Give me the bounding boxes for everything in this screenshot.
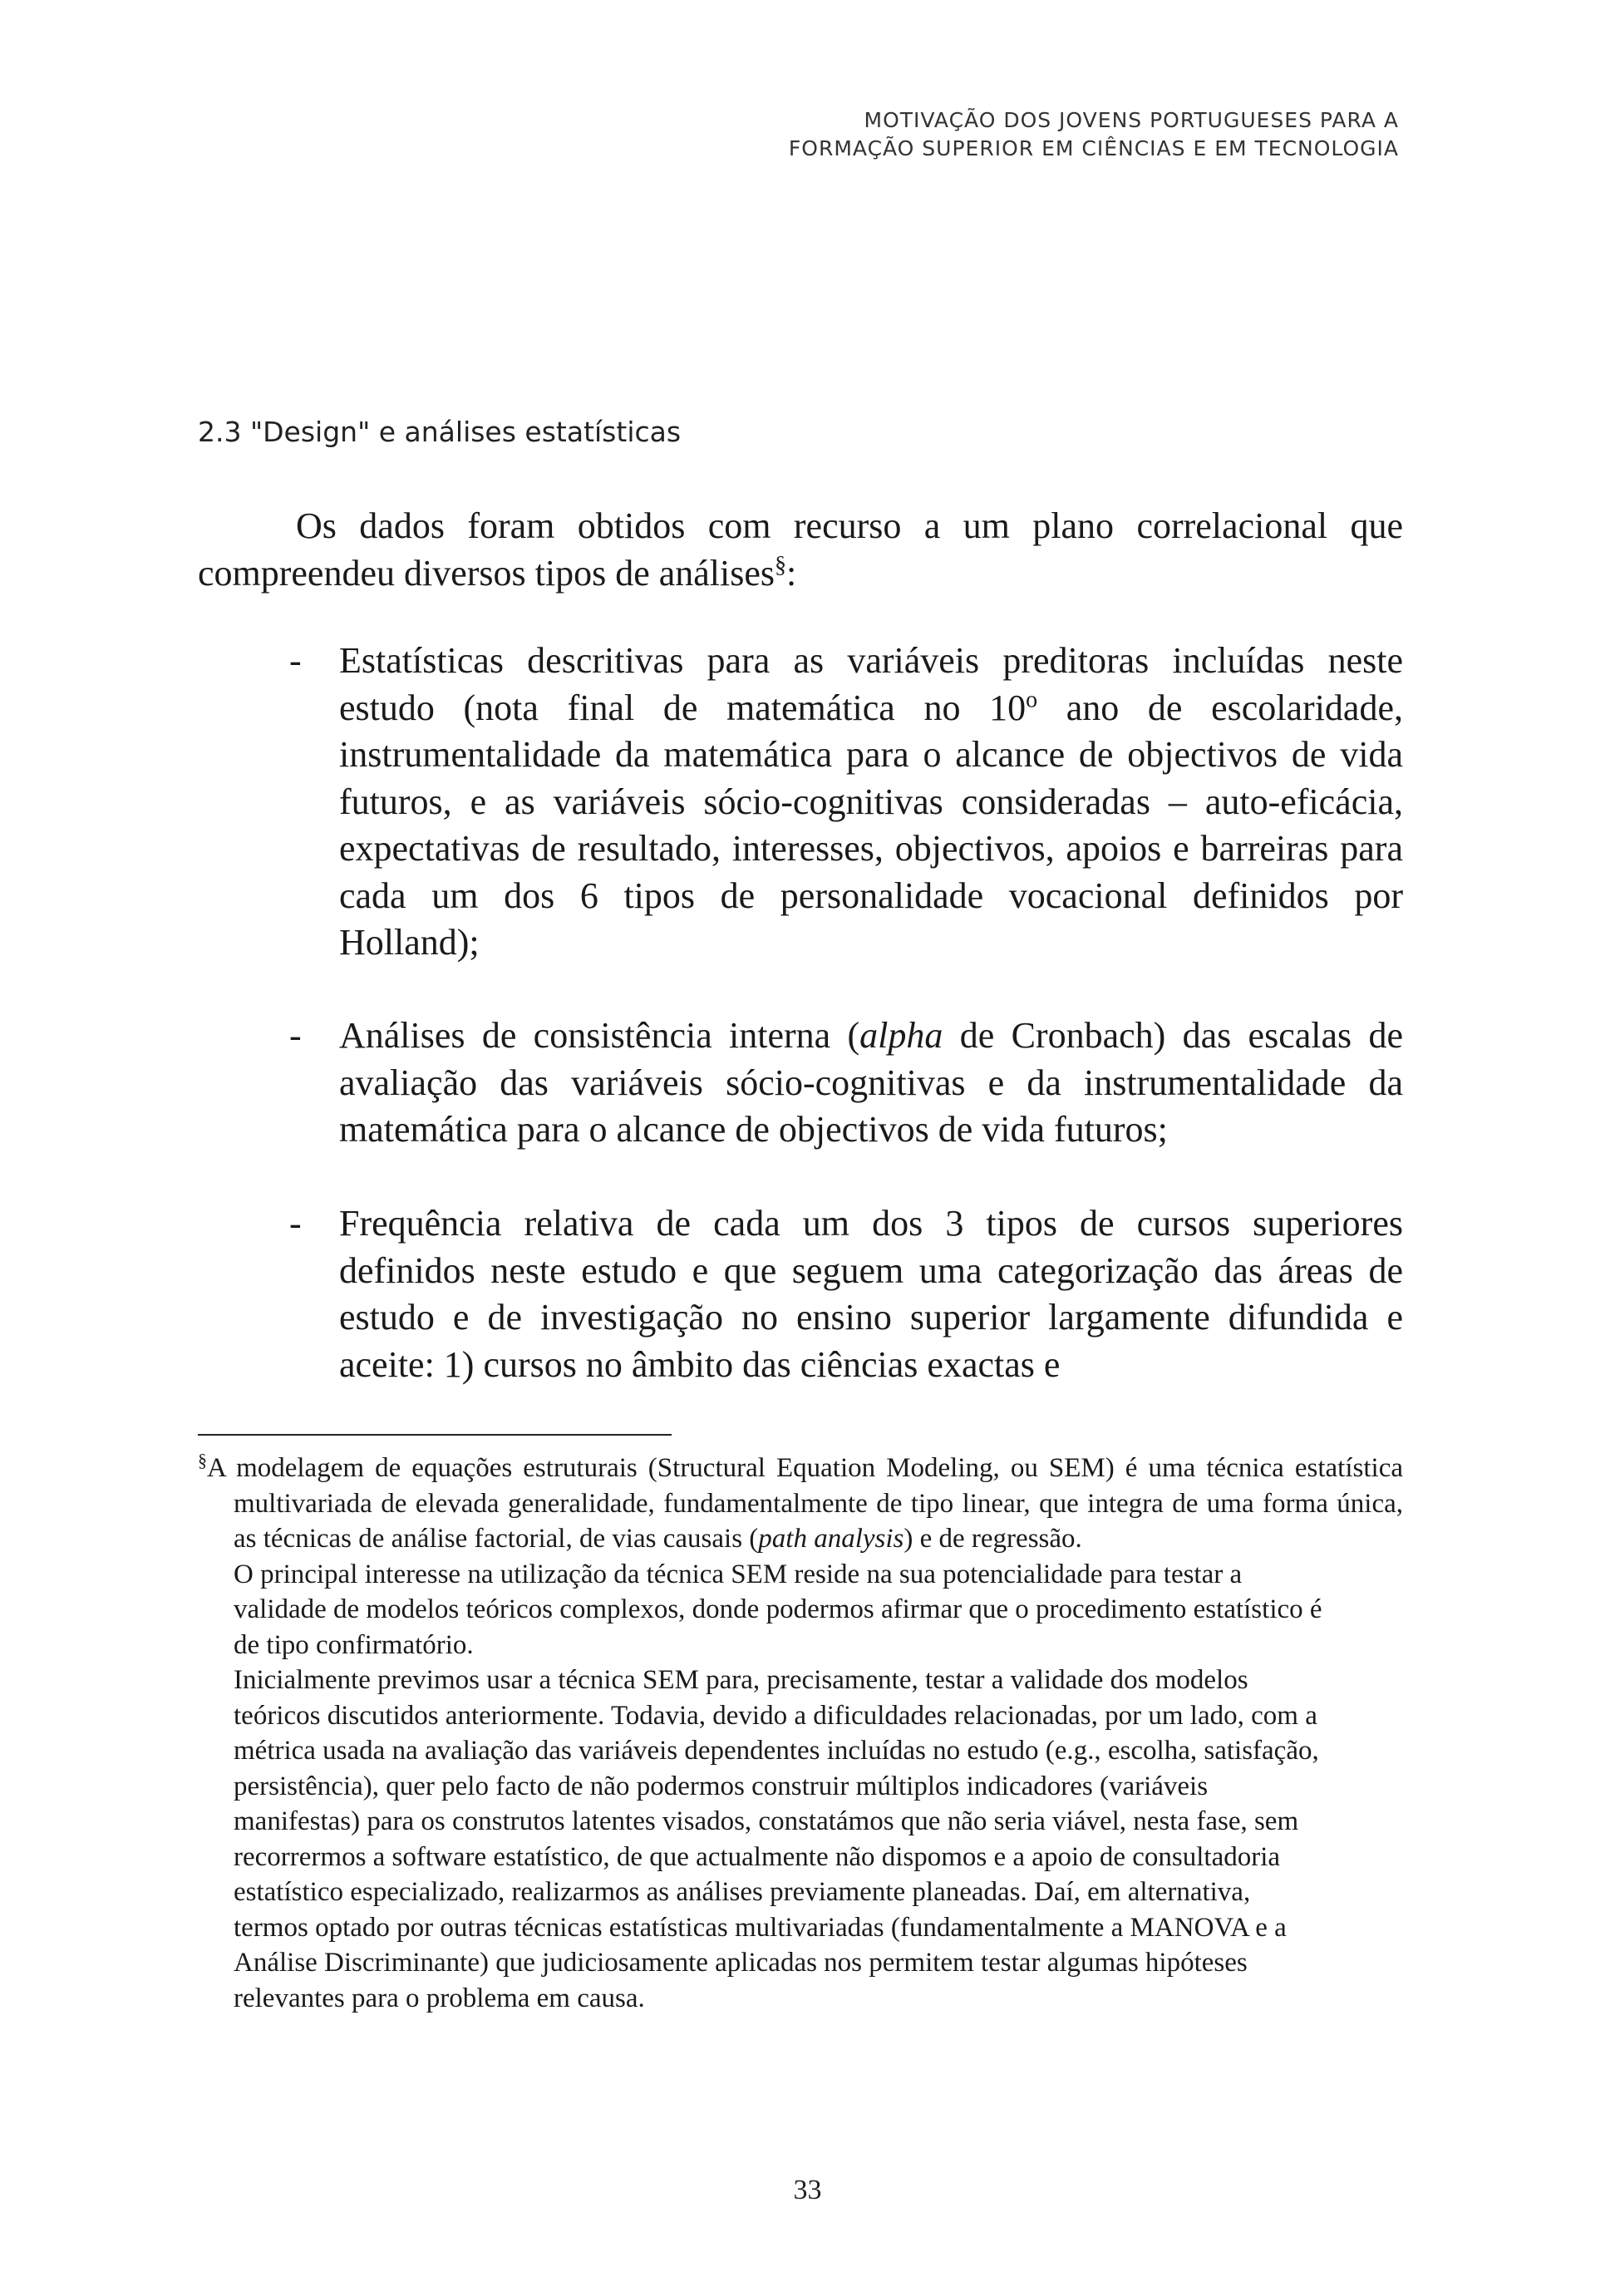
footnote-separator xyxy=(198,1434,672,1436)
bullet-text: Análises de consistência interna ( xyxy=(339,1015,860,1056)
bullet-dash: - xyxy=(289,1203,302,1244)
footnote-paragraph-2: O principal interesse na utilização da técnica SEM reside na sua potencialidade para testar a validade de modelos teóricos complexos, donde podermos afirmar que o procedimento estatístico é de tipo confirmatório. xyxy=(234,1559,1322,1660)
footnote-mark: § xyxy=(198,1450,207,1471)
footnote-text: A modelagem de equações estruturais (Structural Equation Modeling, ou SEM) é uma técnica estatística multivariada de elevada generalidade, fundamentalmente de tipo linear, que integra de uma forma única, as técnicas de análise factorial, de vias causais ( xyxy=(207,1453,1403,1554)
bullet-text-continued: de Cronbach) das escalas de avaliação das variáveis sócio-cognitivas e da instrumentalidade da matemática para o alcance de objectivos de vida futuros; xyxy=(339,1015,1403,1150)
running-header-line-1: MOTIVAÇÃO DOS JOVENS PORTUGUESES PARA A xyxy=(864,108,1399,132)
intro-text: Os dados foram obtidos com recurso a um plano correlacional que compreendeu diversos tipos de análises xyxy=(198,505,1403,594)
bullet-text: Frequência relativa de cada um dos 3 tipos de cursos superiores definidos neste estudo e que seguem uma categorização das áreas de estudo e de investigação no ensino superior largamente difundida e aceite: 1) cursos no âmbito das ciências exactas e xyxy=(339,1203,1403,1385)
running-header xyxy=(789,106,1399,163)
bullet-item-internal-consistency xyxy=(289,1013,1403,1154)
footnote-reference-mark: § xyxy=(775,551,787,578)
bullet-item-descriptive-statistics xyxy=(289,638,1403,967)
footnote-text-continued: ) e de regressão. xyxy=(904,1524,1082,1554)
footnote xyxy=(198,1451,1403,2016)
bullet-text: Estatísticas descritivas para as variáveis preditoras incluídas neste estudo (nota final de matemática no 10 xyxy=(339,640,1403,728)
footnote-paragraph-1 xyxy=(198,1451,1403,1557)
bullet-dash: - xyxy=(289,640,302,681)
ordinal-superscript: o xyxy=(1026,686,1038,712)
intro-tail: : xyxy=(786,552,797,594)
italic-term: alpha xyxy=(859,1015,943,1056)
intro-paragraph xyxy=(198,503,1403,597)
page-number: 33 xyxy=(793,2175,822,2205)
section-heading: 2.3 "Design" e análises estatísticas xyxy=(198,416,682,448)
bullet-item-relative-frequency xyxy=(289,1200,1403,1388)
bullet-text-continued: ano de escolaridade, instrumentalidade da matemática para o alcance de objectivos de vida futuros, e as variáveis sócio-cognitivas consideradas – auto-eficácia, expectativas de resultado, interesses, objectivos, apoios e barreiras para cada um dos 6 tipos de personalidade vocacional definidos por Holland); xyxy=(339,687,1403,963)
bullet-dash: - xyxy=(289,1015,302,1056)
running-header-line-2: FORMAÇÃO SUPERIOR EM CIÊNCIAS E EM TECNOLOGIA xyxy=(788,136,1399,160)
footnote-paragraph-3: Inicialmente previmos usar a técnica SEM para, precisamente, testar a validade dos modelos teóricos discutidos anteriormente. Todavia, devido a dificuldades relacionadas, por um lado, com a métrica usada na avaliação das variáveis dependentes incluídas no estudo (e.g., escolha, satisfação, persistência), quer pelo facto de não podermos construir múltiplos indicadores (variáveis manifestas) para os construtos latentes visados, constatámos que não seria viável, nesta fase, sem recorrermos a software estatístico, de que actualmente não dispomos e a apoio de consultadoria estatístico especializado, realizarmos as análises previamente planeadas. Daí, em alternativa, termos optado por outras técnicas estatísticas multivariadas (fundamentalmente a MANOVA e a Análise Discriminante) que judiciosamente aplicadas nos permitem testar algumas hipóteses relevantes para o problema em causa. xyxy=(234,1665,1319,2013)
footnote-italic-term: path analysis xyxy=(758,1524,904,1554)
